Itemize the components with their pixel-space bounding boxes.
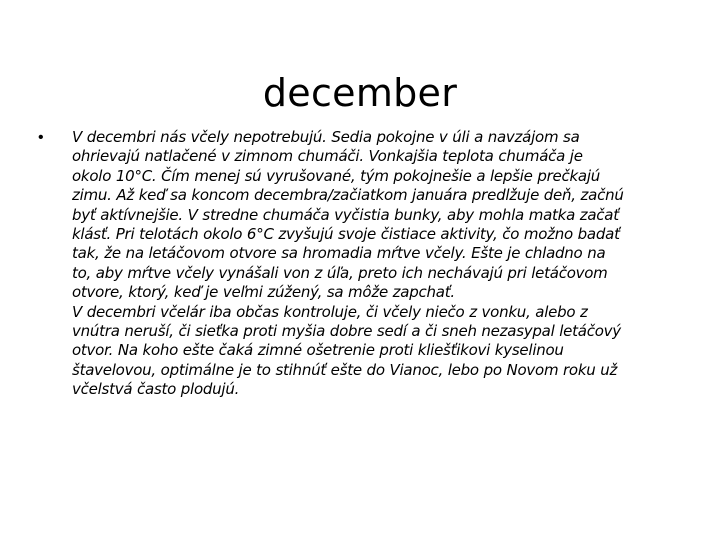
text-line: ohrievajú natlačené v zimnom chumáči. Vonkajšia teplota chumáča je [72,147,583,166]
text-line: to, aby mŕtve včely vynášali von z úľa, preto ich nechávajú pri letáčovom [72,263,608,282]
text-line: včelstvá často plodujú. [72,380,240,399]
text-line: V decembri nás včely nepotrebujú. Sedia pokojne v úli a navzájom sa [72,128,580,146]
text-line: byť aktívnejšie. V stredne chumáča vyčistia bunky, aby mohla matka začať [72,205,619,224]
text-line: V decembri včelár iba občas kontroluje, či včely niečo z vonku, alebo z [72,302,588,321]
text-line: štavelovou, optimálne je to stihnúť ešte do Vianoc, lebo po Novom roku už [72,360,618,379]
text-line: zimu. Až keď sa koncom decembra/začiatkom januára predlžuje deň, začnú [72,186,624,205]
text-line: tak, že na letáčovom otvore sa hromadia mŕtve včely. Ešte je chladno na [72,244,606,263]
text-line: klásť. Pri telotách okolo 6°C zvyšujú svoje čistiace aktivity, čo možno badať [72,225,620,244]
text-line: otvore, ktorý, keď je veľmi zúžený, sa môže zapchať. [72,283,455,302]
text-line: vnútra neruší, či sieťka proti myšia dobre sedí a či sneh nezasypal letáčový [72,322,621,341]
slide-title: december [262,71,458,116]
slide-body [36,128,686,400]
text-line: otvor. Na koho ešte čaká zimné ošetrenie proti kliešťikovi kyselinou [72,341,564,360]
text-line: okolo 10°C. Čím menej sú vyrušované, tým pokojnešie a lepšie prečkajú [72,166,601,185]
bullet-text [72,128,686,400]
bullet-item [36,128,686,400]
bullet-marker: • [38,129,44,146]
